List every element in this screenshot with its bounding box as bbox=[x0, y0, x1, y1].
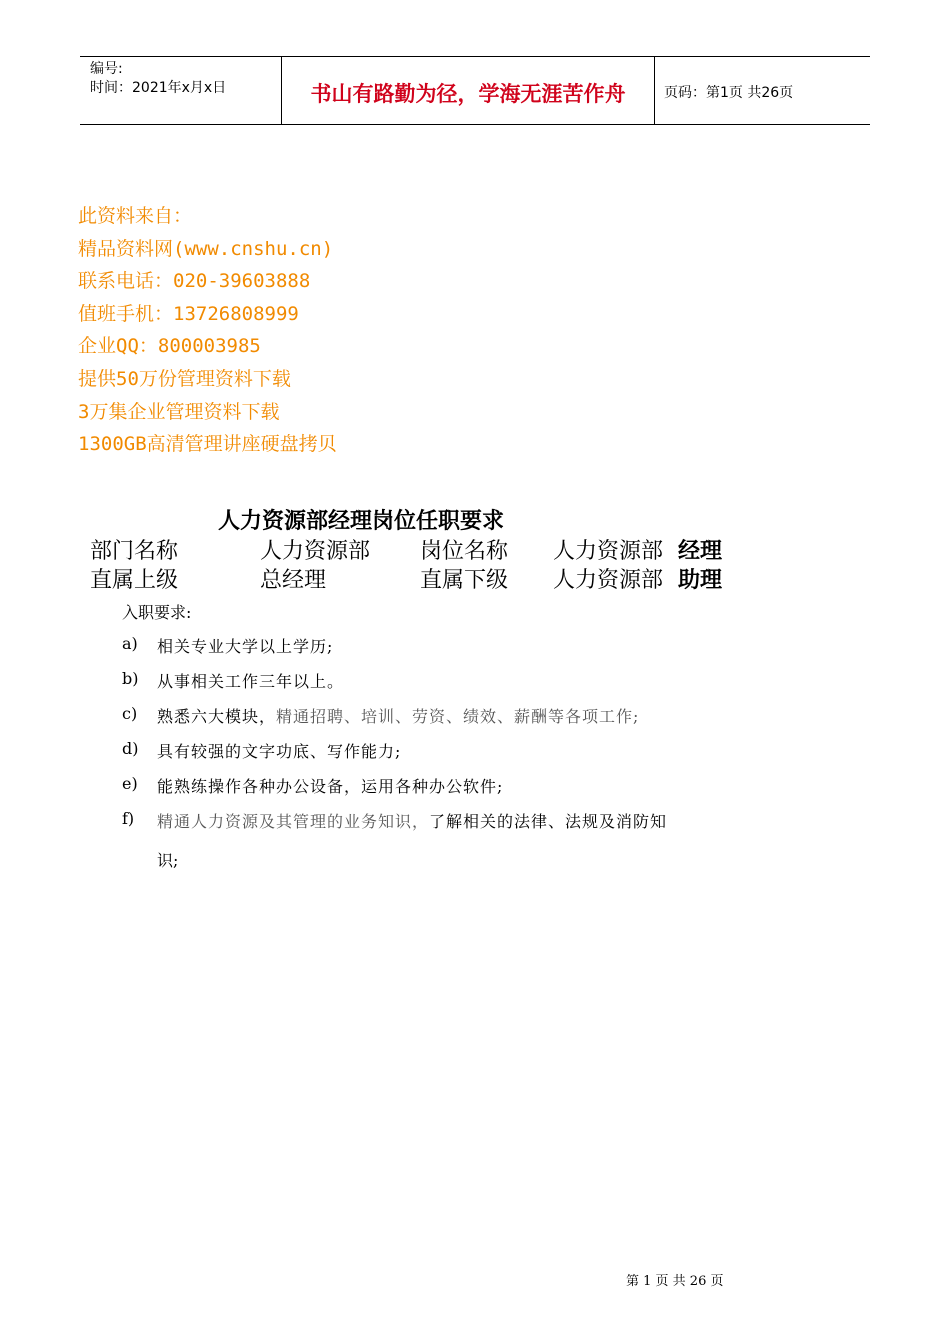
list-marker: d) bbox=[122, 739, 139, 758]
document-time-label: 时间：2021年x月x日 bbox=[90, 80, 227, 96]
list-text-part: 了解相关的法律、法规及消防知 bbox=[429, 812, 668, 831]
requirements-heading: 入职要求: bbox=[122, 603, 192, 622]
subordinate-value-prefix: 人力资源部 bbox=[553, 568, 664, 593]
list-text bbox=[157, 704, 639, 727]
list-marker: e) bbox=[122, 774, 138, 793]
list-text: 具有较强的文字功底、写作能力; bbox=[157, 742, 402, 761]
promo-line-qq: 企业QQ：800003985 bbox=[78, 335, 261, 358]
requirements-list bbox=[122, 634, 782, 844]
list-marker: f) bbox=[122, 809, 135, 828]
promo-line-phone: 联系电话：020-39603888 bbox=[78, 270, 311, 293]
list-marker: a) bbox=[122, 634, 138, 653]
position-label: 岗位名称 bbox=[420, 539, 509, 564]
promo-block bbox=[78, 200, 337, 461]
promo-line-website: 精品资料网(www.cnshu.cn) bbox=[78, 237, 334, 260]
promo-line: 此资料来自： bbox=[78, 205, 193, 227]
header-meta bbox=[90, 60, 226, 98]
list-marker: c) bbox=[122, 704, 138, 723]
subordinate-label: 直属下级 bbox=[420, 568, 509, 593]
document-title: 人力资源部经理岗位任职要求 bbox=[218, 508, 505, 534]
position-value-suffix: 经理 bbox=[678, 538, 723, 564]
list-item bbox=[122, 739, 782, 774]
list-text-part: 精通人力资源及其管理的业务知识， bbox=[157, 812, 430, 831]
header-bottom-rule bbox=[80, 124, 870, 125]
superior-label: 直属上级 bbox=[90, 568, 179, 593]
header-page-number: 页码：第1页 共26页 bbox=[664, 85, 794, 101]
superior-value: 总经理 bbox=[260, 568, 327, 593]
page-footer: 第 1 页 共 26 页 bbox=[626, 1274, 724, 1289]
header-motto: 书山有路勤为径，学海无涯苦作舟 bbox=[310, 81, 626, 106]
promo-line: 提供50万份管理资料下载 bbox=[78, 367, 291, 390]
list-item bbox=[122, 774, 782, 809]
department-label: 部门名称 bbox=[90, 539, 179, 564]
promo-line: 1300GB高清管理讲座硬盘拷贝 bbox=[78, 433, 337, 456]
header-divider-right bbox=[654, 57, 655, 124]
promo-line: 3万集企业管理资料下载 bbox=[78, 400, 280, 423]
document-number-label: 编号: bbox=[90, 61, 123, 77]
position-value-prefix: 人力资源部 bbox=[553, 539, 664, 564]
list-text: 相关专业大学以上学历; bbox=[157, 637, 334, 656]
header-top-rule bbox=[80, 56, 870, 57]
list-text bbox=[157, 809, 667, 832]
list-text: 能熟练操作各种办公设备，运用各种办公软件; bbox=[157, 777, 504, 796]
list-item bbox=[122, 809, 782, 844]
department-value: 人力资源部 bbox=[260, 539, 371, 564]
list-text-continuation: 识; bbox=[157, 851, 179, 870]
list-item bbox=[122, 704, 782, 739]
list-marker: b) bbox=[122, 669, 139, 688]
subordinate-value-suffix: 助理 bbox=[678, 567, 723, 593]
list-item bbox=[122, 669, 782, 704]
list-text-part: 熟悉六大模块， bbox=[157, 707, 277, 726]
list-text-part: 精通招聘、培训、劳资、绩效、薪酬等各项工作; bbox=[276, 707, 640, 726]
promo-line-mobile: 值班手机：13726808999 bbox=[78, 302, 299, 325]
list-item bbox=[122, 634, 782, 669]
list-text: 从事相关工作三年以上。 bbox=[157, 672, 345, 691]
